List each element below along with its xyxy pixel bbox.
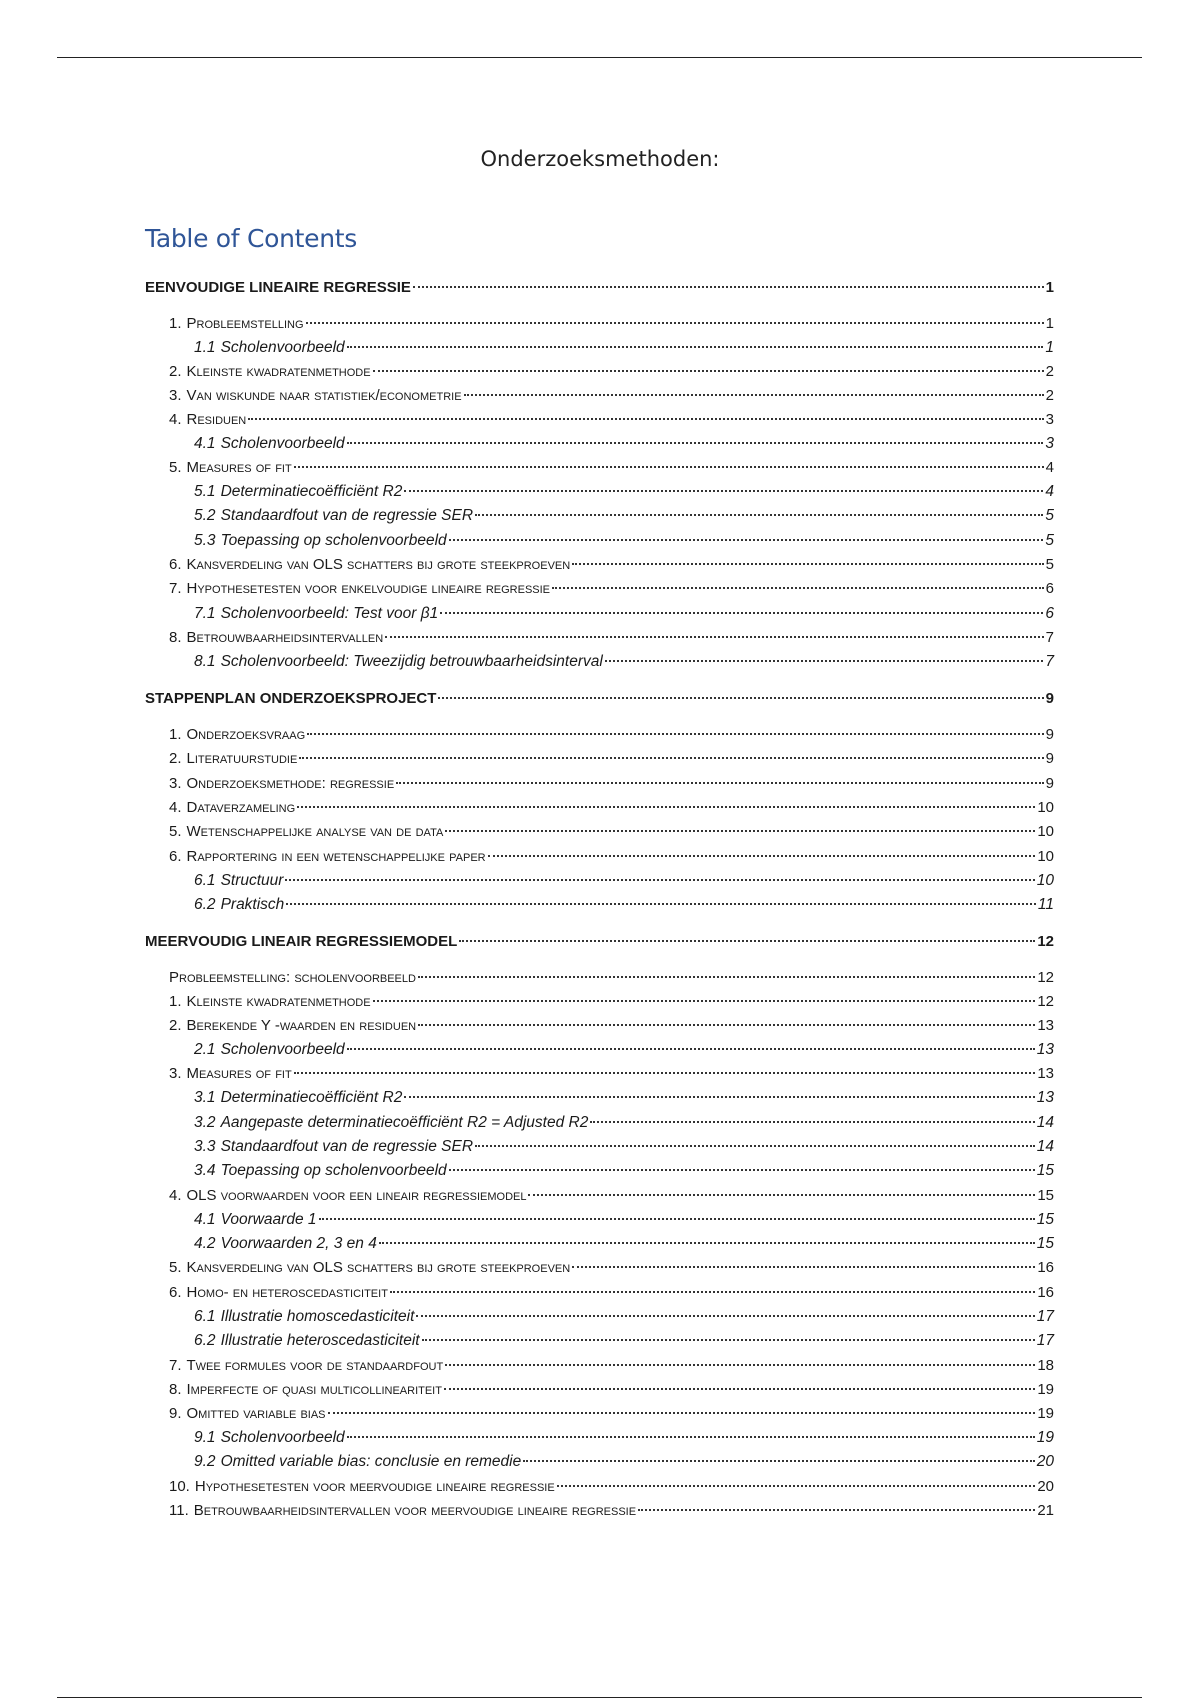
toc-entry-page: 12 [1037,993,1054,1010]
toc-entry-page: 20 [1036,1453,1054,1470]
toc-entry-title: Voorwaarden 2, 3 en 4 [220,1235,377,1252]
dot-leader [396,782,1043,784]
toc-entry-number: 1. [169,993,182,1010]
toc-entry[interactable] [169,409,1054,431]
dot-leader [528,1194,1035,1196]
toc-entry-page: 9 [1045,690,1054,707]
toc-entry[interactable] [169,1185,1054,1207]
toc-entry-number: 6.1 [194,872,216,889]
toc-entry-page: 13 [1036,1041,1054,1058]
toc-entry-number: 5.1 [194,483,216,500]
toc-entry-page: 19 [1036,1429,1054,1446]
toc-entry-page: 10 [1036,872,1054,889]
toc-entry-title: STAPPENPLAN ONDERZOEKSPROJECT [145,690,437,707]
toc-entry-number: 3. [169,1065,182,1082]
toc-entry-page: 16 [1037,1259,1054,1276]
toc-entry[interactable] [169,1379,1054,1401]
dot-leader [248,418,1043,420]
toc-entry-number: 1. [169,726,182,743]
toc-entry-number: 4.2 [194,1235,216,1252]
toc-entry-number: 2. [169,750,182,767]
toc-entry-title: Hypothesetesten voor meervoudige lineaire regressie [194,1478,555,1495]
dot-leader [488,855,1036,857]
dot-leader [523,1460,1035,1462]
dot-leader [605,660,1044,662]
toc-entry-title: Determinatiecoëfficiënt R2 [220,483,403,500]
document-title: Onderzoeksmethoden: [480,147,720,171]
toc-entry-number: 3. [169,775,182,792]
toc-entry-page: 5 [1045,556,1054,573]
dot-leader [449,539,1044,541]
dot-leader [347,1436,1035,1438]
toc-entry-number: 10. [169,1478,190,1495]
dot-leader [475,1145,1035,1147]
dot-leader [404,1096,1034,1098]
toc-entry-title: Praktisch [220,896,285,913]
dot-leader [307,733,1044,735]
toc-entry-number: 4.1 [194,1211,216,1228]
toc-entry-page: 9 [1045,726,1054,743]
dot-leader [413,286,1044,288]
toc-entry[interactable] [194,1427,1054,1449]
toc-entry-title: Wetenschappelijke analyse van de data [186,823,444,840]
dot-leader [379,1242,1035,1244]
dot-leader [306,322,1044,324]
toc-entry[interactable] [194,505,1054,527]
toc-entry-title: Kleinste kwadratenmethode [186,993,371,1010]
toc-entry-number: 9.2 [194,1453,216,1470]
toc-entry-title: Kansverdeling van OLS schatters bij grote steekproeven [186,556,571,573]
toc-entry[interactable] [169,1476,1054,1498]
toc-entry[interactable] [194,603,1054,625]
toc-entry-number: 5.2 [194,507,216,524]
toc-entry-page: 2 [1045,363,1054,380]
toc-entry-page: 6 [1045,580,1054,597]
toc-entry-page: 10 [1037,799,1054,816]
toc-entry-page: 9 [1045,750,1054,767]
toc-entry[interactable] [169,1355,1054,1377]
toc-entry-title: Scholenvoorbeeld [220,435,345,452]
toc-entry-page: 9 [1045,775,1054,792]
toc-entry-title: Aangepaste determinatiecoëfficiënt R2 = Adjusted R2 [220,1114,589,1131]
toc-entry-number: 9. [169,1405,182,1422]
toc-entry-title: Measures of fit [186,1065,292,1082]
toc-entry-number: 4. [169,1187,182,1204]
toc-entry[interactable] [194,1039,1054,1061]
toc-entry[interactable] [169,724,1054,746]
toc-entry-page: 4 [1045,483,1054,500]
toc-entry-title: Illustratie homoscedasticiteit [220,1308,415,1325]
toc-entry-title: OLS voorwaarden voor een lineair regressiemodel [186,1187,527,1204]
toc-entry-number: 2. [169,363,182,380]
toc-entry[interactable] [194,433,1054,455]
toc-entry-number: 2. [169,1017,182,1034]
toc-entry-page: 4 [1045,459,1054,476]
toc-entry-page: 21 [1037,1502,1054,1519]
toc-entry-title: Determinatiecoëfficiënt R2 [220,1089,403,1106]
dot-leader [418,1024,1035,1026]
toc-entry[interactable] [169,361,1054,383]
dot-leader [449,1169,1035,1171]
dot-leader [590,1121,1034,1123]
toc-entry[interactable] [194,481,1054,503]
dot-leader [373,1000,1036,1002]
toc-entry[interactable] [169,627,1054,649]
toc-entry-number: 5. [169,1259,182,1276]
toc-entry-title: Standaardfout van de regressie SER [220,507,474,524]
toc-entry-title: Kleinste kwadratenmethode [186,363,371,380]
toc-entry[interactable] [169,821,1054,843]
toc-entry-title: Homo- en heteroscedasticiteit [186,1284,388,1301]
toc-entry-title: Toepassing op scholenvoorbeeld [220,1162,447,1179]
toc-entry-page: 14 [1036,1114,1054,1131]
toc-entry[interactable] [169,748,1054,770]
toc-entry-number: 11. [169,1502,189,1519]
toc-entry-page: 18 [1037,1357,1054,1374]
toc-entry-title: Kansverdeling van OLS schatters bij grote steekproeven [186,1259,571,1276]
toc-entry[interactable] [194,1330,1054,1352]
toc-entry-page: 1 [1045,339,1054,356]
dot-leader [373,370,1044,372]
toc-entry[interactable] [169,385,1054,407]
toc-entry-number: 8. [169,1381,182,1398]
toc-entry-title: EENVOUDIGE LINEAIRE REGRESSIE [145,279,411,296]
toc-entry-title: Toepassing op scholenvoorbeeld [220,532,447,549]
toc-entry[interactable] [169,313,1054,335]
dot-leader [328,1412,1036,1414]
toc-entry-number: 5. [169,459,182,476]
toc-entry-title: Betrouwbaarheidsintervallen voor meervoudige lineaire regressie [193,1502,637,1519]
toc-entry-page: 15 [1036,1235,1054,1252]
toc-entry-page: 6 [1045,605,1054,622]
toc-entry-page: 12 [1037,933,1054,950]
toc-entry[interactable] [169,457,1054,479]
toc-entry-title: Imperfecte of quasi multicollineariteit [186,1381,442,1398]
toc-entry-number: 9.1 [194,1429,216,1446]
toc-entry-page: 10 [1037,823,1054,840]
toc-entry-title: Twee formules voor de standaardfout [186,1357,444,1374]
toc-entry[interactable] [169,1500,1054,1522]
toc-entry-number: 4. [169,799,182,816]
dot-leader [404,490,1043,492]
toc-entry-page: 1 [1045,279,1054,296]
header-rule [57,57,1142,58]
dot-leader [475,514,1043,516]
toc-entry[interactable] [194,1306,1054,1328]
dot-leader [319,1218,1035,1220]
toc-entry-number: 6. [169,848,182,865]
toc-entry[interactable] [169,1282,1054,1304]
dot-leader [294,466,1044,468]
toc-entry[interactable] [194,1160,1054,1182]
toc-entry[interactable] [194,870,1054,892]
dot-leader [347,346,1044,348]
toc-entry-page: 19 [1037,1405,1054,1422]
toc-entry-page: 13 [1036,1089,1054,1106]
toc-entry-title: Omitted variable bias [186,1405,326,1422]
toc-entry-title: Scholenvoorbeeld: Test voor β1 [220,605,439,622]
toc-entry[interactable] [169,846,1054,868]
toc-entry-page: 3 [1045,411,1054,428]
toc-entry-title: Scholenvoorbeeld [220,1429,345,1446]
toc-entry-title: Onderzoeksmethode: regressie [186,775,395,792]
dot-leader [385,636,1044,638]
toc-entry-title: Standaardfout van de regressie SER [220,1138,474,1155]
dot-leader [286,903,1036,905]
toc-entry[interactable] [169,1063,1054,1085]
toc-entry-number: 7.1 [194,605,216,622]
toc-entry-number: 3.4 [194,1162,216,1179]
dot-leader [418,976,1035,978]
toc-entry-number: 3. [169,387,182,404]
toc-entry[interactable] [169,1257,1054,1279]
toc-entry-page: 13 [1037,1017,1054,1034]
toc-entry[interactable] [194,530,1054,552]
toc-entry[interactable] [194,651,1054,673]
toc-entry-title: Scholenvoorbeeld: Tweezijdig betrouwbaarheidsinterval [220,653,603,670]
toc-entry-title: Measures of fit [186,459,292,476]
toc-entry-page: 7 [1045,653,1054,670]
toc-entry-title: Betrouwbaarheidsintervallen [186,629,384,646]
toc-entry-page: 5 [1045,532,1054,549]
toc-entry-number: 3.2 [194,1114,216,1131]
dot-leader [297,806,1035,808]
dot-leader [557,1485,1036,1487]
dot-leader [390,1291,1035,1293]
toc-entry-title: Residuen [186,411,247,428]
toc-entry-number: 6.2 [194,1332,216,1349]
toc-entry[interactable] [194,1451,1054,1473]
toc-entry-page: 10 [1037,848,1054,865]
dot-leader [422,1339,1035,1341]
dot-leader [444,1388,1035,1390]
toc-entry[interactable] [169,1015,1054,1037]
dot-leader [572,563,1043,565]
toc-entry-page: 7 [1045,629,1054,646]
toc-entry-title: Voorwaarde 1 [220,1211,317,1228]
toc-entry-number: 3.1 [194,1089,216,1106]
toc-entry-page: 15 [1037,1187,1054,1204]
toc-entry-page: 16 [1037,1284,1054,1301]
toc-entry-page: 17 [1036,1308,1054,1325]
toc-entry-page: 11 [1037,896,1054,913]
dot-leader [438,697,1043,699]
toc-entry[interactable] [194,337,1054,359]
toc-entry-number: 1. [169,315,182,332]
dot-leader [638,1509,1035,1511]
toc-entry-page: 15 [1036,1162,1054,1179]
toc-entry-number: 7. [169,1357,182,1374]
toc-entry-page: 14 [1036,1138,1054,1155]
toc-entry-number: 5. [169,823,182,840]
toc-entry[interactable] [145,277,1054,299]
toc-entry[interactable] [169,797,1054,819]
toc-entry-page: 17 [1036,1332,1054,1349]
dot-leader [299,757,1043,759]
dot-leader [445,830,1035,832]
toc-entry-number: 6. [169,1284,182,1301]
dot-leader [347,442,1044,444]
toc-entry-number: 2.1 [194,1041,216,1058]
dot-leader [445,1364,1035,1366]
toc-entry-page: 2 [1045,387,1054,404]
toc-entry-number: 3.3 [194,1138,216,1155]
toc-entry-title: Literatuurstudie [186,750,298,767]
toc-entry-title: Scholenvoorbeeld [220,1041,345,1058]
toc-entry-title: Scholenvoorbeeld [220,339,345,356]
toc-entry[interactable] [169,967,1054,989]
dot-leader [347,1048,1035,1050]
footer-rule [57,1697,1142,1698]
toc-entry[interactable] [194,894,1054,916]
toc-entry-page: 12 [1037,969,1054,986]
dot-leader [464,394,1044,396]
toc-entry-page: 19 [1037,1381,1054,1398]
toc-entry-title: Omitted variable bias: conclusie en remedie [220,1453,522,1470]
toc-entry[interactable] [169,1403,1054,1425]
toc-entry-title: Probleemstelling: scholenvoorbeeld [169,969,416,986]
dot-leader [285,879,1034,881]
toc-entry-title: Dataverzameling [186,799,296,816]
toc-entry[interactable] [194,1087,1054,1109]
toc-entry-page: 1 [1045,315,1054,332]
toc-entry[interactable] [145,688,1054,710]
toc-entry-title: Illustratie heteroscedasticiteit [220,1332,420,1349]
toc-entry-number: 6.2 [194,896,216,913]
dot-leader [294,1072,1036,1074]
toc-entry[interactable] [169,773,1054,795]
toc-entry-number: 4. [169,411,182,428]
toc-entry-number: 8.1 [194,653,216,670]
toc-entry-page: 3 [1045,435,1054,452]
dot-leader [416,1315,1034,1317]
toc-entry-number: 7. [169,580,182,597]
toc-entry-title: Van wiskunde naar statistiek/econometrie [186,387,462,404]
toc-entry-page: 13 [1037,1065,1054,1082]
dot-leader [572,1266,1035,1268]
toc-entry-number: 5.3 [194,532,216,549]
toc-entry-title: Hypothesetesten voor enkelvoudige lineaire regressie [186,580,551,597]
toc-heading: Table of Contents [145,224,357,253]
dot-leader [552,587,1044,589]
toc-entry-page: 5 [1045,507,1054,524]
toc-entry-title: Rapportering in een wetenschappelijke paper [186,848,486,865]
toc-entry[interactable] [169,554,1054,576]
toc-entry[interactable] [194,1136,1054,1158]
toc-entry[interactable] [194,1233,1054,1255]
toc-entry-number: 6. [169,556,182,573]
toc-entry-title: MEERVOUDIG LINEAIR REGRESSIEMODEL [145,933,458,950]
toc-entry-title: Probleemstelling [186,315,304,332]
toc-entry-number: 1.1 [194,339,216,356]
toc-entry-page: 20 [1037,1478,1054,1495]
toc-entry-page: 15 [1036,1211,1054,1228]
toc-entry[interactable] [194,1209,1054,1231]
toc-entry[interactable] [145,931,1054,953]
toc-entry-number: 6.1 [194,1308,216,1325]
toc-entry[interactable] [194,1112,1054,1134]
toc-entry-title: Onderzoeksvraag [186,726,306,743]
toc-entry[interactable] [169,578,1054,600]
toc-entry-number: 4.1 [194,435,216,452]
dot-leader [440,612,1043,614]
toc-entry[interactable] [169,991,1054,1013]
toc-entry-title: Structuur [220,872,284,889]
dot-leader [459,940,1035,942]
toc-entry-number: 8. [169,629,182,646]
toc-entry-title: Berekende Y -waarden en residuen [186,1017,417,1034]
